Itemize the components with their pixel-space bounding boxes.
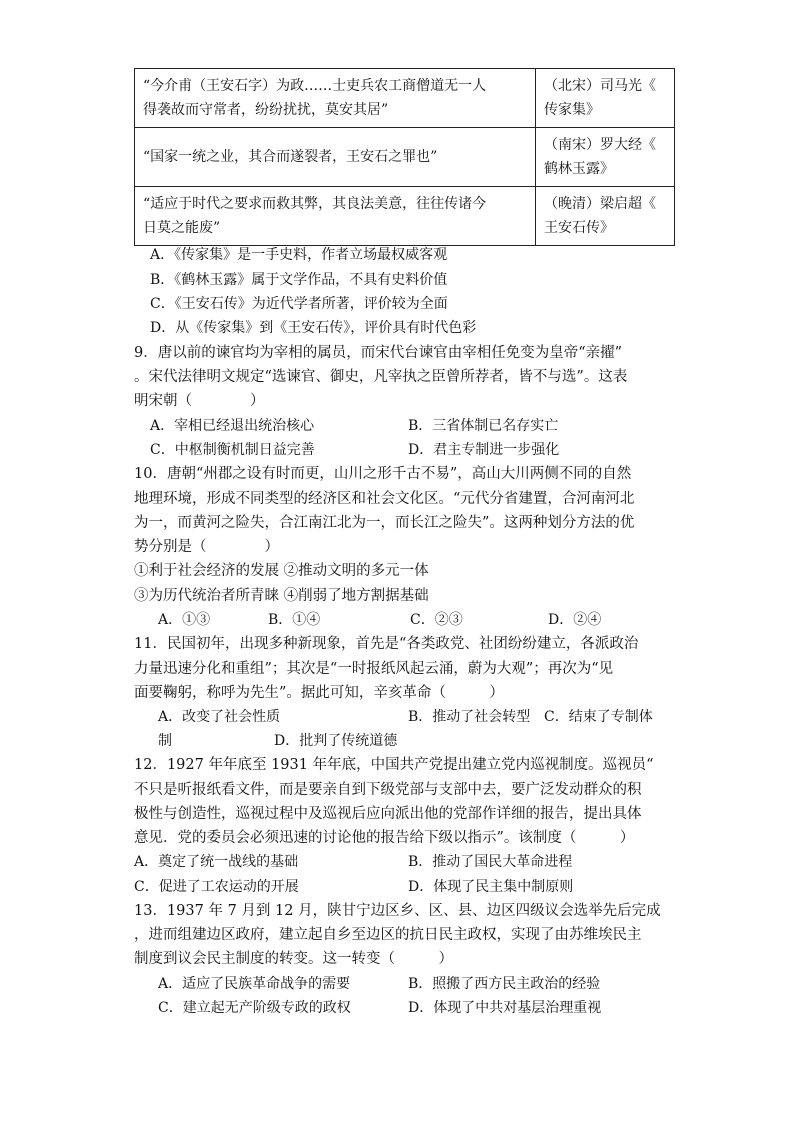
q13-option-b[interactable]: B．照搬了西方民主政治的经验	[408, 976, 601, 992]
q13-option-a[interactable]: A．适应了民族革命战争的需要	[158, 976, 351, 992]
q9-option-d[interactable]: D．君主专制进一步强化	[408, 442, 560, 458]
author-line: （北宋）司马光《	[544, 78, 656, 94]
q13-stem-line: 制度到议会民主制度的转变。这一转变（ ）	[134, 951, 453, 967]
author-line: （南宋）罗大经《	[544, 137, 656, 153]
q12-option-a[interactable]: A．奠定了统一战线的基础	[134, 854, 299, 870]
table-row	[135, 187, 675, 246]
author-line: 鹤林玉露》	[544, 161, 614, 177]
q9-option-a[interactable]: A．宰相已经退出统治核心	[150, 418, 315, 434]
q8-option-b[interactable]: B．《鹤林玉露》属于文学作品，不具有史料价值	[150, 272, 448, 288]
q13-option-c[interactable]: C．建立起无产阶级专政的政权	[158, 1000, 351, 1016]
table-quote-cell	[135, 128, 536, 187]
table-author-cell	[536, 128, 675, 187]
q11-option-d[interactable]: D．批判了传统道德	[274, 733, 398, 749]
q10-statement-line: ③为历代统治者所青睐 ④削弱了地方割据基础	[134, 588, 429, 604]
q9-option-c[interactable]: C．中枢制衡机制日益完善	[150, 442, 315, 458]
q11-option-c-wrap: 制	[158, 733, 172, 749]
author-line: 传家集》	[544, 102, 600, 118]
table-author-cell	[536, 187, 675, 246]
author-line: （晚清）梁启超《	[544, 196, 656, 212]
q12-option-c[interactable]: C．促进了工农运动的开展	[134, 879, 299, 895]
author-line: 王安石传》	[544, 220, 614, 236]
q10-option-b[interactable]: B．①④	[268, 612, 321, 628]
historical-sources-table	[134, 68, 675, 246]
q11-option-a[interactable]: A．改变了社会性质	[158, 709, 281, 725]
table-row	[135, 69, 675, 128]
q13-stem-line: 13．1937 年 7 月到 12 月，陕甘宁边区乡、区、县、边区四级议会选举先后完成	[134, 903, 661, 919]
q12-stem-line: 意见．党的委员会必须迅速的讨论他的报告给下级以指示”。该制度（ ）	[134, 830, 635, 846]
q11-stem-line: 11．民国初年，出现多种新现象，首先是“各类政党、社团纷纷建立，各派政治	[134, 636, 639, 652]
q13-stem-line: ，进而组建边区政府，建立起自乡至边区的抗日民主政权，实现了由苏维埃民主	[134, 927, 642, 943]
q10-stem-line: 为一，而黄河之险失，合江南江北为一，而长江之险失”。这两种划分方法的优	[134, 515, 635, 531]
q10-stem-line: 10．唐朝“州郡之设有时而更，山川之形千古不易”，高山大川两侧不同的自然	[134, 466, 632, 482]
q10-stem-line: 地理环境，形成不同类型的经济区和社会文化区。“元代分省建置，合河南河北	[134, 491, 635, 507]
quote-line: “今介甫（王安石字）为政……士吏兵农工商僧道无一人	[143, 78, 487, 94]
q13-option-d[interactable]: D．体现了中共对基层治理重视	[408, 1000, 602, 1016]
q9-stem-line: 9．唐以前的谏官均为宰相的属员，而宋代台谏官由宰相任免变为皇帝“亲擢”	[134, 345, 623, 361]
quote-line: “适应于时代之要求而救其弊，其良法美意，往往传诸今	[143, 196, 487, 212]
q12-option-b[interactable]: B．推动了国民大革命进程	[408, 854, 573, 870]
q10-stem-line: 势分别是（ ）	[134, 539, 279, 555]
q12-stem-line: 极性与创造性，巡视过程中及巡视后应向派出他的党部作详细的报告，提出具体	[134, 806, 642, 822]
q10-option-c[interactable]: C．②③	[410, 612, 463, 628]
q10-statement-line: ①利于社会经济的发展 ②推动文明的多元一体	[134, 563, 429, 579]
table-quote-cell	[135, 69, 536, 128]
q11-option-b[interactable]: B．推动了社会转型	[408, 709, 531, 725]
q9-option-b[interactable]: B．三省体制已名存实亡	[408, 418, 559, 434]
table-author-cell	[536, 69, 675, 128]
q9-stem-line: 明宋朝（ ）	[134, 393, 265, 409]
table-row	[135, 128, 675, 187]
table-quote-cell	[135, 187, 536, 246]
q8-option-a[interactable]: A．《传家集》是一手史料，作者立场最权威客观	[150, 247, 448, 263]
q11-option-c[interactable]: C．结束了专制体	[544, 709, 653, 725]
quote-line: 日莫之能废”	[143, 220, 221, 236]
quote-line: 得袭故而守常者，纷纷扰扰，莫安其居”	[143, 102, 389, 118]
q12-option-d[interactable]: D．体现了民主集中制原则	[408, 879, 574, 895]
q10-option-a[interactable]: A．①③	[158, 612, 211, 628]
q8-option-d[interactable]: D．从《传家集》到《王安石传》，评价具有时代色彩	[150, 320, 477, 336]
q11-stem-line: 面要鞠躬，称呼为先生”。据此可知，辛亥革命（ ）	[134, 685, 504, 701]
q11-stem-line: 力量迅速分化和重组”；其次是“一时报纸风起云涌，蔚为大观”；再次为“见	[134, 661, 614, 677]
q12-stem-line: 12．1927 年年底至 1931 年年底，中国共产党提出建立党内巡视制度。巡视员“	[134, 757, 654, 773]
q8-option-c[interactable]: C．《王安石传》为近代学者所著，评价较为全面	[150, 296, 448, 312]
q12-stem-line: 不只是听报纸看文件，而是要亲自到下级党部与支部中去，要广泛发动群众的积	[134, 782, 642, 798]
quote-line: “国家一统之业，其合而遂裂者，王安石之罪也”	[143, 149, 438, 165]
q10-option-d[interactable]: D．②④	[548, 612, 602, 628]
q9-stem-line: 。宋代法律明文规定“选谏官、御史，凡宰执之臣曾所荐者，皆不与选”。这表	[134, 369, 628, 385]
